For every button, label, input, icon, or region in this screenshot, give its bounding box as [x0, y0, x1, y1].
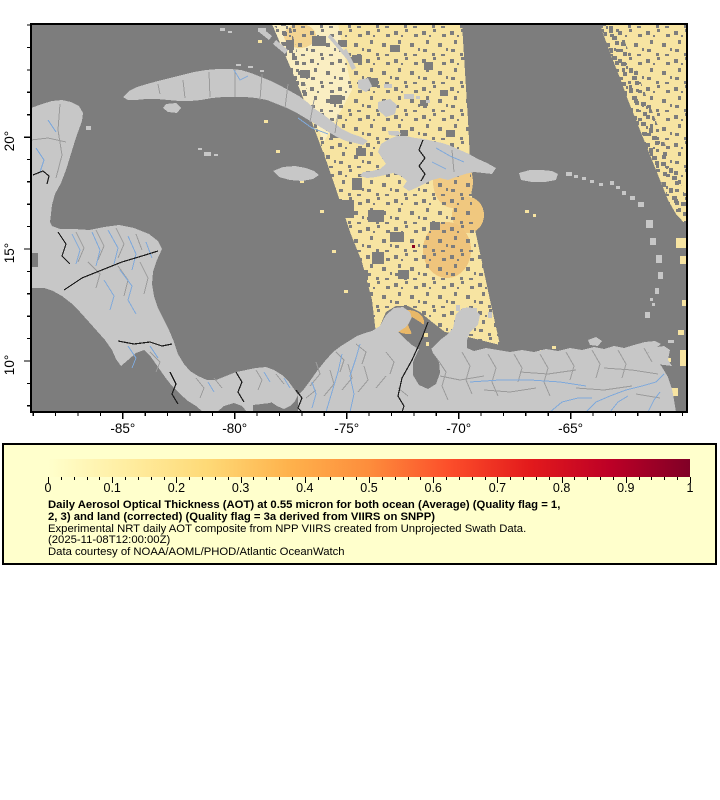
colorbar-tick-label: 0.6 [424, 481, 442, 495]
colorbar-tick [228, 477, 229, 480]
colorbar-tick-label: 0.4 [296, 481, 314, 495]
legend-credit: Data courtesy of NOAA/AOML/PHOD/Atlantic OceanWatch [48, 546, 345, 559]
colorbar-tick [639, 477, 640, 480]
legend-timestamp: (2025-11-08T12:00:00Z) [48, 534, 171, 547]
colorbar-tick [125, 477, 126, 480]
colorbar-tick [382, 477, 383, 480]
axis-tick-label: 15° [2, 242, 17, 264]
colorbar-tick [574, 477, 575, 480]
legend-caption [48, 500, 560, 559]
colorbar-tick [600, 477, 601, 480]
colorbar-tick [536, 477, 537, 480]
colorbar-tick [87, 477, 88, 480]
colorbar-tick [446, 477, 447, 480]
legend-title-line2: 2, 3) and land (corrected) (Quality flag = 3a derived from VIIRS on SNPP) [48, 510, 436, 523]
colorbar-tick-label: 0.5 [360, 481, 378, 495]
colorbar-tick [408, 477, 409, 480]
axis-tick-label: -75° [334, 421, 360, 436]
axis-tick-label: 20° [2, 130, 17, 152]
colorbar-tick [189, 477, 190, 480]
colorbar-tick [420, 477, 421, 480]
colorbar-tick [292, 477, 293, 480]
colorbar-tick [138, 477, 139, 480]
cozumel [86, 126, 91, 130]
colorbar-tick [215, 477, 216, 480]
axis-tick-label: -85° [110, 421, 136, 436]
legend-box [2, 443, 717, 565]
colorbar-tick [485, 477, 486, 480]
colorbar-tick-label: 1 [686, 481, 694, 495]
puerto-rico [519, 170, 558, 182]
axis-tick-label: -65° [558, 421, 584, 436]
axis-tick-label: -80° [222, 421, 248, 436]
colorbar-tick [356, 477, 357, 480]
colorbar-tick [395, 477, 396, 480]
colorbar-tick [318, 477, 319, 480]
colorbar-tick-label: 0.2 [167, 481, 186, 495]
aot-colorbar [48, 459, 690, 477]
colorbar-tick [510, 477, 511, 480]
axis-tick-label: 10° [2, 354, 17, 376]
colorbar-tick [472, 477, 473, 480]
colorbar-tick [664, 477, 665, 480]
colorbar-tick-label: 0.1 [103, 481, 121, 495]
colorbar-tick [613, 477, 614, 480]
colorbar-tick [99, 477, 100, 480]
colorbar-tick [74, 477, 75, 480]
colorbar-tick [266, 477, 267, 480]
colorbar-tick [459, 477, 460, 480]
colorbar-tick [677, 477, 678, 480]
colorbar-tick-label: 0.3 [231, 481, 250, 495]
colorbar-tick [549, 477, 550, 480]
colorbar-tick [151, 477, 152, 480]
colorbar-tick-label: 0.9 [617, 481, 635, 495]
colorbar-tick [61, 477, 62, 480]
colorbar-tick [587, 477, 588, 480]
colorbar-tick [343, 477, 344, 480]
colorbar-tick-label: 0.8 [552, 481, 571, 495]
colorbar-tick-label: 0 [44, 481, 52, 495]
colorbar-tick [253, 477, 254, 480]
lake-izabal [31, 253, 38, 267]
legend-subtitle: Experimental NRT daily AOT composite from NPP VIIRS created from Unprojected Swath Data. [48, 522, 527, 535]
axis-tick-label: -70° [446, 421, 472, 436]
colorbar-tick [164, 477, 165, 480]
colorbar-tick-label: 0.7 [488, 481, 507, 495]
colorbar-tick [202, 477, 203, 480]
colorbar-tick [279, 477, 280, 480]
colorbar-tick [523, 477, 524, 480]
legend-title-line1: Daily Aerosol Optical Thickness (AOT) at 0.55 micron for both ocean (Average) (Quality flag = 1, [48, 499, 561, 511]
colorbar-tick [651, 477, 652, 480]
colorbar-tick [330, 477, 331, 480]
